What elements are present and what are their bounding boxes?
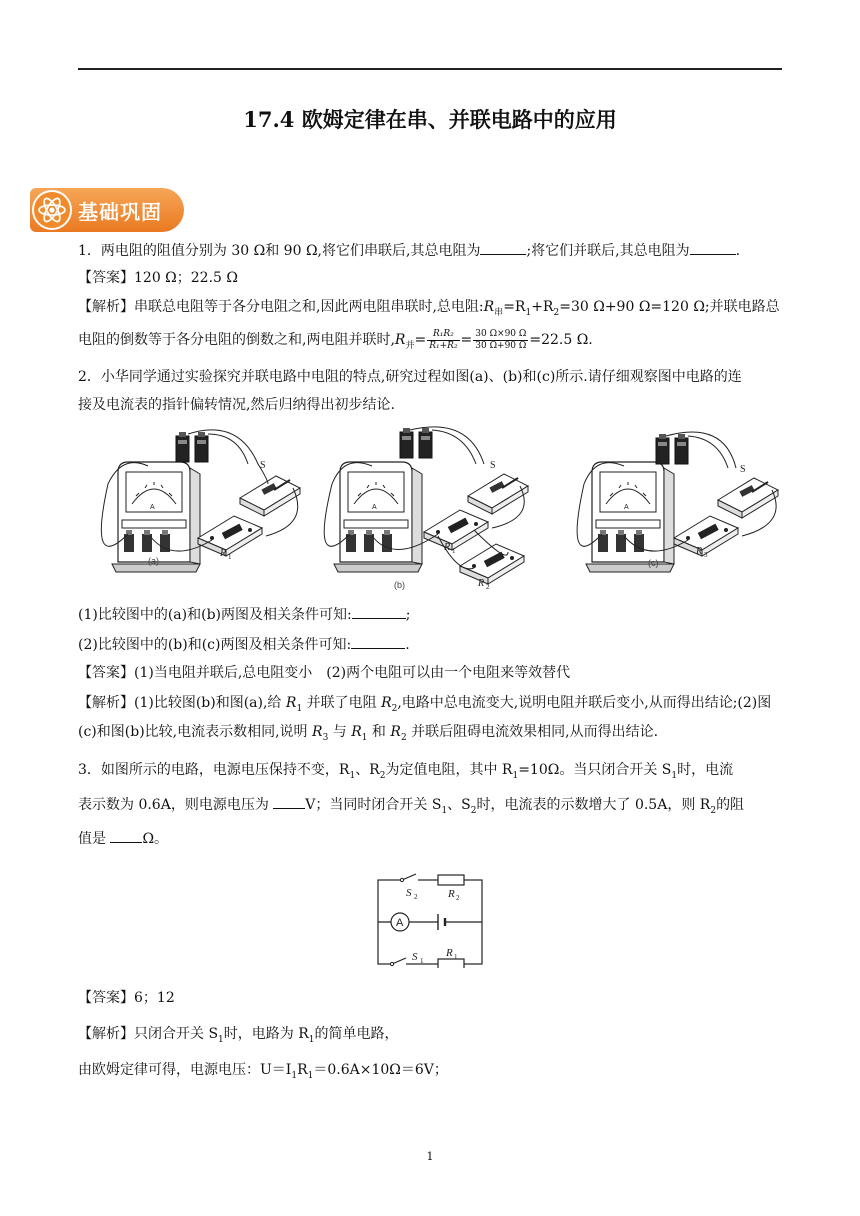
q2-question-line1: 2．小华同学通过实验探究并联电路中电阻的特点,研究过程如图(a)、(b)和(c)所示.请仔细观察图中电路的连 xyxy=(78,369,742,385)
q3-answer: 【答案】6；12 xyxy=(78,990,175,1006)
switch-s1-label: S xyxy=(412,951,418,963)
svg-text:1: 1 xyxy=(228,553,232,561)
svg-text:2: 2 xyxy=(414,893,418,901)
header-rule xyxy=(78,68,782,70)
section-badge xyxy=(30,188,184,232)
q2-question-line2: 接及电流表的指针偏转情况,然后归纳得出初步结论. xyxy=(78,397,395,413)
svg-text:1: 1 xyxy=(420,957,424,965)
answer-blank xyxy=(351,634,405,649)
ammeter-label: A xyxy=(396,917,404,929)
svg-text:1: 1 xyxy=(454,953,458,961)
figure-a-label: (a) xyxy=(148,556,159,566)
q2-part1: (1)比较图中的(a)和(b)两图及相关条件可知: ; xyxy=(78,604,788,625)
resistor-label: R xyxy=(220,548,227,559)
figure-b xyxy=(324,427,528,591)
q2-analysis-line1: 【解析】(1)比较图(b)和图(a),给 $R_1$ 并联了电阻 $R_2$,电路中总电流变大,说明电阻并联后变小,从而得出结论;(2)图 xyxy=(78,695,772,714)
q3-question-line1: 3．如图所示的电路，电源电压保持不变，$R_1$、$R_2$为定值电阻，其中 $R_1=10\Omega$。当只闭合开关 $S_1$时，电流 xyxy=(78,762,734,781)
figure-b-label: (b) xyxy=(394,580,405,590)
q1-analysis-line1: 【解析】串联总电阻等于各分电阻之和,因此两电阻串联时,总电阻$:R_串=R_1+R_2=30$ Ω+90 Ω=120 Ω;并联电路总 xyxy=(78,299,780,318)
svg-text:2: 2 xyxy=(456,894,460,902)
q1-answer: 【答案】120 Ω；22.5 Ω xyxy=(78,270,239,286)
section-label: 基础巩固 xyxy=(78,200,162,224)
q2-part2: (2)比较图中的(b)和(c)两图及相关条件可知: . xyxy=(78,634,788,655)
page-number: 1 xyxy=(426,1150,434,1163)
svg-text:2: 2 xyxy=(486,583,490,591)
q1-analysis-line2: 电阻的倒数等于各分电阻的倒数之和,两电阻并联时$,R_并=$ $\frac{\text{R₁R₂}}{\text{R₁+R₂}}$ = $\frac{30 \Omega\times 90 \Omega}{30 \Omega+90 \Omega}$ =22.5 Ω. xyxy=(78,328,593,351)
switch-label: S xyxy=(490,460,496,471)
figure-a xyxy=(101,430,300,572)
resistor-label: R xyxy=(444,542,451,553)
formula-fraction: $\frac{30 \Omega\times 90 \Omega}{30 \Omega+90 \Omega}$ xyxy=(475,328,527,351)
svg-text:3: 3 xyxy=(704,551,708,559)
atom-icon xyxy=(32,190,72,230)
answer-blank xyxy=(690,240,736,255)
answer-blank xyxy=(352,604,406,619)
circuit-diagram xyxy=(372,872,490,968)
figure-c xyxy=(577,432,778,572)
switch-s2-label: S xyxy=(406,887,412,899)
q1-question: 1．两电阻的阻值分别为 30 Ω和 90 Ω,将它们串联后,其总电阻为 ;将它们并联后,其总电阻为 . xyxy=(78,240,788,261)
resistor-r1-label: R xyxy=(446,947,453,959)
switch-label: S xyxy=(260,460,266,471)
q3-question-line3: 值是 Ω。 xyxy=(78,828,788,849)
formula-fraction: $\frac{\text{R₁R₂}}{\text{R₁+R₂}}$ xyxy=(429,328,458,351)
q2-answer: 【答案】(1)当电阻并联后,总电阻变小 (2)两个电阻可以由一个电阻来等效替代 xyxy=(78,665,571,681)
q2-analysis-line2: (c)和图(b)比较,电流表示数相同,说明 $R_3$ 与 $R_1$ 和 $R_2$ 并联后阻碍电流效果相同,从而得出结论. xyxy=(78,724,659,743)
answer-blank xyxy=(273,794,305,809)
experiment-figures xyxy=(88,424,788,594)
resistor-label: R xyxy=(478,578,485,589)
q3-question-line2: 表示数为 0.6A，则电源电压为 V；当同时闭合开关 $S_1$、$S_2$时，电流表的示数增大了 0.5A，则 $R_2$的阻 xyxy=(78,794,788,815)
svg-text:1: 1 xyxy=(452,547,456,555)
switch-label: S xyxy=(740,464,746,475)
resistor-label: R xyxy=(696,546,703,557)
q3-analysis-line1: 【解析】只闭合开关 $S_1$时，电路为 $R_1$的简单电路， xyxy=(78,1026,399,1045)
answer-blank xyxy=(110,828,142,843)
q3-analysis-line2: 由欧姆定律可得，电源电压：$U=I_1R_1=0.6A\times 10\Omega=6V$； xyxy=(78,1062,448,1081)
page-title: 17.4 欧姆定律在串、并联电路中的应用 xyxy=(243,107,617,132)
answer-blank xyxy=(480,240,526,255)
figure-c-label: (c) xyxy=(648,558,659,568)
resistor-r2-label: R xyxy=(448,888,455,900)
